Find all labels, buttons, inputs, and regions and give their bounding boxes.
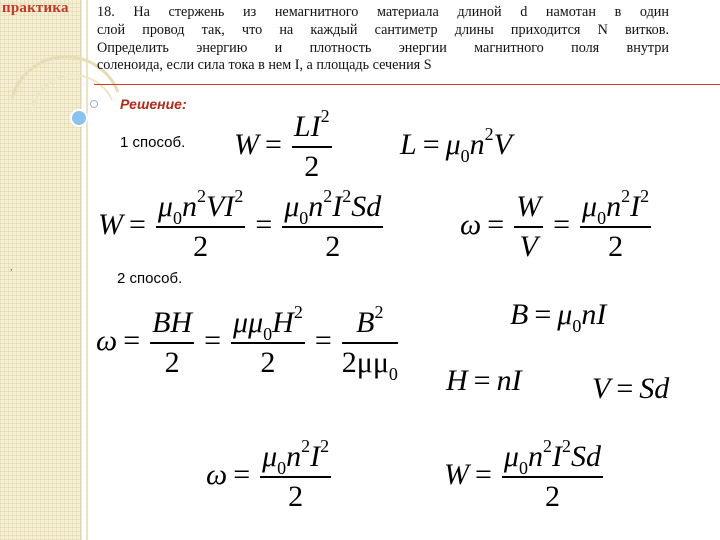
formula-energy-final: W = $\frac{\mu_0n^2I^2Sd}{2}$ [444,436,601,513]
bullet-circle-small [91,101,98,108]
formula-energy-expanded: W = $\frac{\mu_0n^2VI^2}{2}$ = $\frac{\mu_0n^2I^2Sd}{2}$ [98,186,382,263]
solution-label: Решение: [120,96,187,112]
formula-magnetic-induction: $B = \mu_0nI$ [510,298,607,336]
formula-inductance: $L = \mu_0n^2V$ [400,124,512,166]
formula-energy-density-fields: ω = $\frac{BH}{2}$ = $\frac{\mu\mu_0H^2}{2}$ = $\frac{B^2}{2\mu\mu_0}$ [96,302,398,384]
arc-inner [32,75,112,112]
method-1-label: 1 способ. [120,134,186,151]
formula-energy-density: ω = $\frac{W}{V}$ = $\frac{\mu_0n^2I^2}{2}$ [460,186,650,263]
method-2-label: 2 способ. [117,270,183,287]
problem-statement [97,4,669,75]
formula-volume: V = Sd [592,372,670,405]
formula-energy-inductance: W = $\frac{LI^2}{2}$ [234,106,330,183]
formula-energy-density-final: ω = $\frac{\mu_0n^2I^2}{2}$ [206,436,330,513]
divider-line [94,84,720,85]
bullet-circle-large [71,110,87,126]
formula-field-strength: H = nI [446,364,522,397]
problem-line: 18. На стержень из немагнитного материала длиной d намотан в один [97,4,669,20]
problem-line: соленоида, если сила тока в нем I, а площадь сечения S [97,57,432,74]
problem-line: слой провод так, что на каждый сантиметр длины приходится N витков. [97,21,669,38]
section-title: практика [2,0,69,16]
margin-mark: , [10,262,13,273]
problem-line: Определить энергию и плотность энергии магнитного поля внутри [97,39,669,56]
